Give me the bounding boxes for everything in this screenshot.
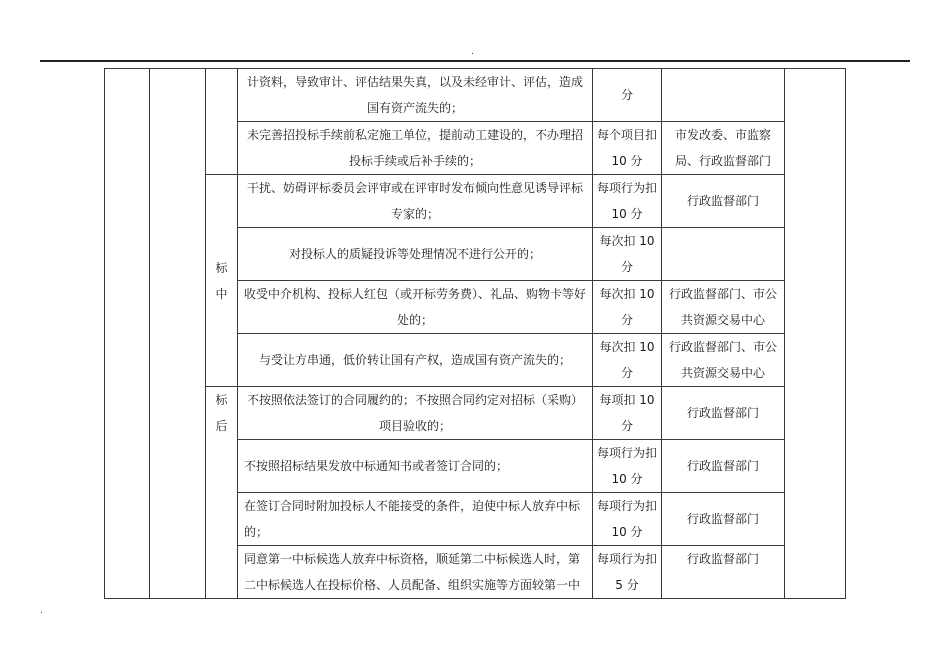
row-dept: 行政监督部门、市公共资源交易中心 [662, 334, 785, 387]
row-amount: 每项行为扣 10 分 [593, 440, 662, 493]
footer-mark: . [40, 606, 43, 616]
row-dept: 行政监督部门、市公共资源交易中心 [662, 281, 785, 334]
row-amount: 每次扣 10 分 [593, 228, 662, 281]
row-desc: 干扰、妨碍评标委员会评审或在评审时发布倾向性意见诱导评标专家的； [238, 175, 593, 228]
row-desc: 未完善招投标手续前私定施工单位，提前动工建设的，不办理招投标手续或后补手续的； [238, 122, 593, 175]
row-amount: 每个项目扣 10 分 [593, 122, 662, 175]
header-rule [40, 60, 910, 62]
row-amount: 每项行为扣 10 分 [593, 175, 662, 228]
stage-post-char-1: 标 [215, 393, 228, 407]
row-desc: 计资料，导致审计、评估结果失真，以及未经审计、评估，造成国有资产流失的； [238, 69, 593, 122]
row-dept: 行政监督部门 [662, 440, 785, 493]
row-dept: 行政监督部门 [662, 387, 785, 440]
row-dept: 市发改委、市监察局、行政监督部门 [662, 122, 785, 175]
row-desc: 对投标人的质疑投诉等处理情况不进行公开的； [238, 228, 593, 281]
row-desc: 收受中介机构、投标人红包（或开标劳务费）、礼品、购物卡等好处的； [238, 281, 593, 334]
category-cell [105, 69, 150, 599]
table-row [105, 387, 846, 440]
row-amount: 分 [593, 69, 662, 122]
row-dept: 行政监督部门 [662, 546, 785, 599]
stage-cell-pre [206, 69, 238, 175]
row-desc: 与受让方串通，低价转让国有产权，造成国有资产流失的； [238, 334, 593, 387]
row-amount: 每项扣 10 分 [593, 387, 662, 440]
table-row [105, 69, 846, 122]
stage-post-char-2: 后 [215, 419, 228, 433]
stage-mid-char-1: 标 [215, 260, 228, 275]
penalty-table [104, 68, 846, 599]
header-mark: . [471, 47, 474, 57]
row-amount: 每次扣 10 分 [593, 281, 662, 334]
row-desc: 不按照招标结果发放中标通知书或者签订合同的； [238, 440, 593, 493]
row-desc: 在签订合同时附加投标人不能接受的条件，迫使中标人放弃中标的； [238, 493, 593, 546]
stage-cell-post [206, 387, 238, 599]
row-amount: 每项行为扣 5 分 [593, 546, 662, 599]
stage-mid-char-2: 中 [215, 286, 228, 301]
row-dept [662, 228, 785, 281]
row-amount: 每项行为扣 10 分 [593, 493, 662, 546]
row-dept: 行政监督部门 [662, 175, 785, 228]
row-amount: 每次扣 10 分 [593, 334, 662, 387]
remarks-cell [785, 69, 846, 599]
table-row [105, 175, 846, 228]
subcategory-cell [150, 69, 206, 599]
row-desc: 不按照依法签订的合同履约的；不按照合同约定对招标（采购）项目验收的； [238, 387, 593, 440]
stage-cell-mid [206, 175, 238, 387]
row-desc: 同意第一中标候选人放弃中标资格，顺延第二中标候选人时，第二中标候选人在投标价格、人员配备、组织实施等方面较第一中 [238, 546, 593, 599]
row-dept [662, 69, 785, 122]
row-dept: 行政监督部门 [662, 493, 785, 546]
